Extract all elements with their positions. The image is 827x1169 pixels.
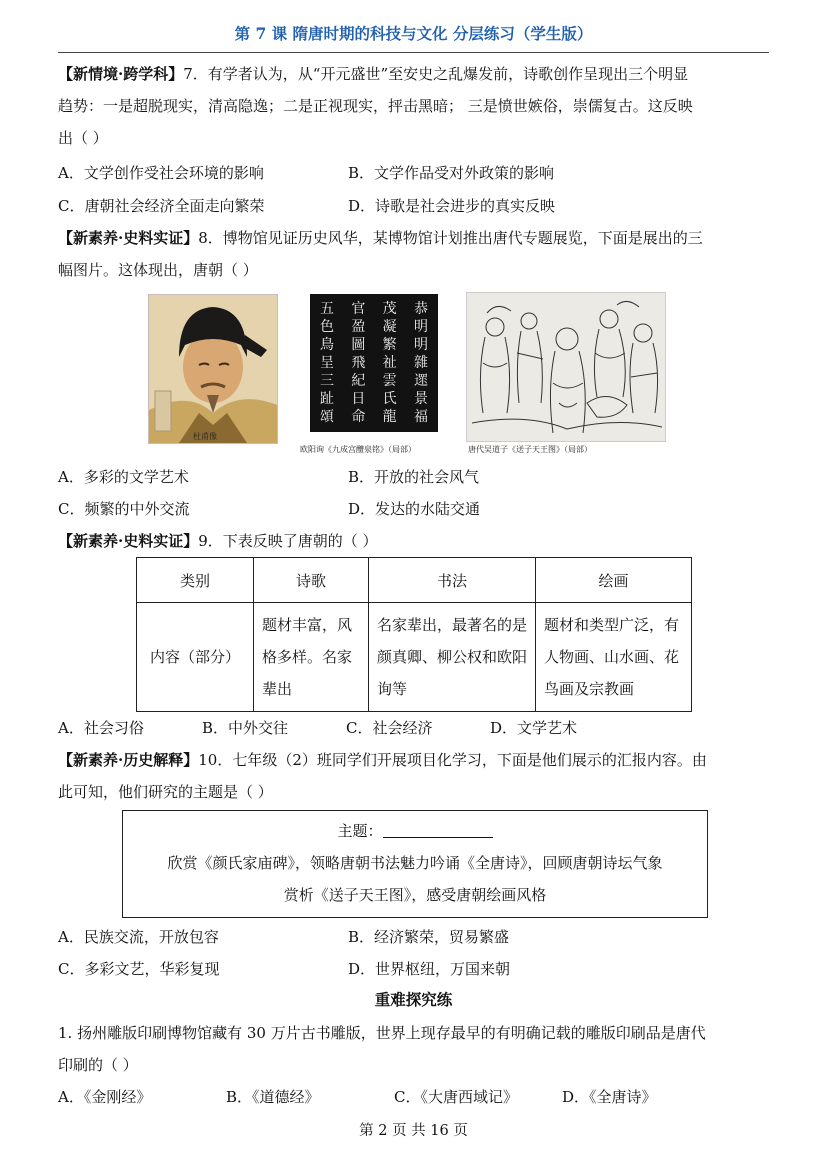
q7-tag: 【新情境·跨学科】: [58, 65, 184, 83]
q8-line1: [58, 227, 769, 249]
q9-option-d: D．文学艺术: [490, 719, 578, 737]
s1-option-c: C．《大唐西域记》: [394, 1088, 518, 1106]
q9-option-a: A．社会习俗: [58, 719, 144, 737]
q9-line1: [58, 530, 769, 552]
calligraphy-rubbing-figure: [310, 294, 438, 432]
q10-tag: 【新素养·历史解释】: [58, 751, 199, 769]
painting-line-drawing: [467, 293, 665, 441]
q10-line1: [58, 749, 769, 771]
s1-option-d: D．《全唐诗》: [562, 1088, 657, 1106]
q9-table: [136, 557, 692, 712]
q9-cell-painting: 题材和类型广泛，有人物画、山水画、花鸟画及宗教画: [536, 603, 692, 712]
calligraphy-column-4: 恭明明雜遝景福: [413, 301, 428, 425]
q10-theme-blank: [383, 821, 493, 838]
section-title: 重难探究练: [374, 990, 453, 1009]
q8-option-b: B．开放的社会风气: [348, 468, 480, 486]
q8-line2: 幅图片。这体现出，唐朝（ ）: [58, 261, 258, 279]
s1-line1: 1. 扬州雕版印刷博物馆藏有 30 万片古书雕版，世界上现存最早的有明确记载的雕版印刷品是唐代: [58, 1024, 706, 1042]
q9-text1: 9．下表反映了唐朝的（ ）: [198, 532, 378, 550]
q10-text1: 10．七年级（2）班同学们开展项目化学习，下面是他们展示的汇报内容。由: [198, 751, 707, 769]
q8-text1: 8．博物馆见证历史风华，某博物馆计划推出唐代专题展览，下面是展出的三: [198, 229, 703, 247]
s1-option-a: A．《金刚经》: [58, 1088, 152, 1106]
q10-report-box: [122, 810, 708, 918]
header-title: 第 7 课 隋唐时期的科技与文化 分层练习（学生版）: [234, 24, 593, 43]
q9-tag: 【新素养·史料实证】: [58, 532, 199, 550]
q9-cell-poetry: 题材丰富，风格多样。名家辈出: [254, 603, 369, 712]
q9-row-label: 内容（部分）: [137, 603, 254, 712]
q9-header-calligraphy: 书法: [369, 558, 536, 603]
q8-option-c: C．频繁的中外交流: [58, 500, 190, 518]
calligraphy-column-2: 官盈圖飛紀日命: [351, 301, 366, 425]
q10-theme-label: 主题：: [337, 822, 383, 840]
s1-line2: 印刷的（ ）: [58, 1056, 138, 1074]
q9-table-header-row: [137, 558, 692, 603]
q10-box-line2: 赏析《送子天王图》，感受唐朝绘画风格: [283, 886, 547, 904]
du-fu-caption: 杜甫像: [193, 432, 217, 441]
s1-option-b: B．《道德经》: [226, 1088, 320, 1106]
q10-line2: 此可知，他们研究的主题是（ ）: [58, 783, 273, 801]
q9-option-c: C．社会经济: [346, 719, 433, 737]
q9-table-row: [137, 603, 692, 712]
q10-theme-line: [123, 815, 707, 847]
q9-header-painting: 绘画: [536, 558, 692, 603]
calligraphy-column-3: 茂凝繁祉雲氏龍: [382, 301, 397, 425]
q9-header-poetry: 诗歌: [254, 558, 369, 603]
q10-box-line1: 欣赏《颜氏家庙碑》，领略唐朝书法魅力吟诵《全唐诗》，回顾唐朝诗坛气象: [167, 854, 663, 872]
q10-option-c: C．多彩文艺，华彩复现: [58, 960, 220, 978]
calligraphy-caption: 欧阳询《九成宫醴泉铭》（局部）: [300, 445, 416, 454]
q8-option-d: D．发达的水陆交通: [348, 500, 481, 518]
painting-figure: [466, 292, 666, 442]
q8-option-a: A．多彩的文学艺术: [58, 468, 189, 486]
q7-option-d: D．诗歌是社会进步的真实反映: [348, 197, 556, 215]
page-footer: 第 2 页 共 16 页: [359, 1123, 468, 1139]
q9-header-category: 类别: [137, 558, 254, 603]
q7-text1: 7．有学者认为，从“开元盛世”至安史之乱爆发前，诗歌创作呈现出三个明显: [183, 65, 689, 83]
q10-option-b: B．经济繁荣，贸易繁盛: [348, 928, 510, 946]
du-fu-portrait-image: [149, 295, 277, 443]
q9-option-b: B．中外交往: [202, 719, 289, 737]
q8-tag: 【新素养·史料实证】: [58, 229, 199, 247]
q7-option-b: B．文学作品受对外政策的影响: [348, 164, 555, 182]
q10-option-a: A．民族交流，开放包容: [58, 928, 219, 946]
q7-option-a: A．文学创作受社会环境的影响: [58, 164, 264, 182]
painting-caption: 唐代吴道子《送子天王图》（局部）: [468, 445, 592, 454]
q7-line2: 趋势：一是超脱现实，清高隐逸；二是正视现实，抨击黑暗； 三是愤世嫉俗，崇儒复古。这反映: [58, 97, 693, 115]
q9-cell-calligraphy: 名家辈出，最著名的是颜真卿、柳公权和欧阳询等: [369, 603, 536, 712]
calligraphy-column-1: 五色鳥呈三趾頌: [320, 301, 334, 425]
du-fu-portrait-figure: [148, 294, 278, 444]
q7-line1: [58, 63, 769, 85]
q7-option-c: C．唐朝社会经济全面走向繁荣: [58, 197, 265, 215]
q7-line3: 出（ ）: [58, 129, 108, 147]
q10-option-d: D．世界枢纽，万国来朝: [348, 960, 511, 978]
page-header: [58, 20, 769, 53]
